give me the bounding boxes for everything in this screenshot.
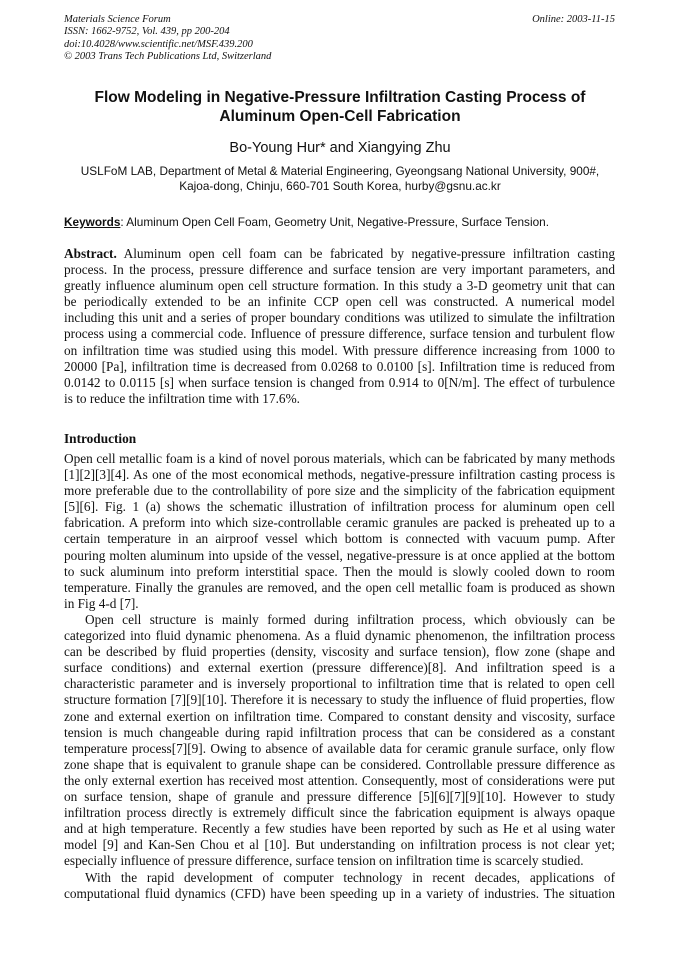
text-span: model [9] and Kan-Sen Chou et al [10]. But understanding on infiltration process is not clear yet; <box>64 837 615 853</box>
text-span: characteristic parameter and is inversely proportional to infiltration time that is related to open cell <box>64 676 615 692</box>
text-line <box>64 515 615 531</box>
text-span: 0.0142 to 0.0115 [s] when surface tension is changed from 0.914 to 0[N/m]. The effect of turbulence <box>64 374 615 390</box>
text-line <box>64 294 615 310</box>
text-line <box>64 310 615 326</box>
text-span: especially influence of pressure difference, surface tension on infiltration time is scarcely studied. <box>64 853 584 869</box>
text-line <box>64 709 615 725</box>
section-heading-introduction: Introduction <box>64 431 137 446</box>
text-line <box>64 676 615 692</box>
introduction-paragraph-3 <box>64 870 615 902</box>
text-line <box>64 262 615 278</box>
text-span: 20000 [Pa], infiltration time is decreased from 0.0268 to 0.0100 [s]. Infiltration time is reduced from <box>64 358 615 374</box>
text-line <box>64 644 615 660</box>
text-line <box>64 853 615 869</box>
text-line <box>64 870 615 886</box>
text-span: in Fig 4-d [7]. <box>64 595 139 611</box>
text-span: be periodically extended to be an infinite CCP open cell was constructed. A numerical model <box>64 294 615 310</box>
text-span: on infiltration time was studied using this model. With pressure difference increasing from 1000 to <box>64 342 615 358</box>
text-line <box>64 246 615 262</box>
text-span: to suck aluminum into preform interstitial space. Then the mould is slowly cooled down to room <box>64 563 615 579</box>
text-line <box>64 359 615 375</box>
text-span: infiltration process directly is extremely difficult since the fabrication equipment is always opaque <box>64 805 615 821</box>
text-span: structure formation [7][9][10]. Therefore it is necessary to study the influence of fluid properties, flow <box>64 692 615 708</box>
text-span: zone shape that is equivalent to granule shape can be considered. Controllable pressure difference as <box>64 756 615 772</box>
title-line: Aluminum Open-Cell Fabrication <box>219 108 461 125</box>
text-line <box>64 725 615 741</box>
text-span: temperature. Finally the granules are removed, and the open cell metallic foam is produced as shown <box>64 579 615 595</box>
text-span: on surface tension, shape of granule and pressure difference [5][6][7][9][10]. However to study <box>64 789 615 805</box>
affiliation-line: USLFoM LAB, Department of Metal & Material Engineering, Gyeongsang National University, 900#, <box>80 164 600 178</box>
text-span: computational fluid dynamics (CFD) have been speeding up in a variety of industries. The situation <box>64 886 615 902</box>
text-span: surface conditions) and external exertion (pressure difference)[8]. And infiltration speed is a <box>64 660 615 676</box>
text-line <box>64 278 615 294</box>
text-span: Aluminum open cell foam can be fabricated by negative-pressure infiltration casting <box>116 246 615 261</box>
text-line <box>64 789 615 805</box>
affiliation <box>40 164 640 194</box>
text-span: including this unit and a series of proper boundary conditions was utilized to simulate the infiltration <box>64 310 615 326</box>
text-span: With the rapid development of computer technology in recent decades, applications of <box>85 870 615 885</box>
text-line <box>64 548 615 564</box>
text-line <box>64 596 615 612</box>
text-line <box>64 467 615 483</box>
text-span: Open cell structure is mainly formed during infiltration process, which obviously can be <box>85 612 615 627</box>
text-span: process using a commercial code. Influence of pressure difference, surface tension and turbulent flow <box>64 326 615 342</box>
text-line <box>64 692 615 708</box>
abstract-label: Abstract. <box>64 246 117 261</box>
text-span: and at high temperature. Recently a few studies have been reported by such as He et al using water <box>64 821 615 837</box>
running-header <box>64 14 615 64</box>
title-line: Flow Modeling in Negative-Pressure Infiltration Casting Process of <box>94 89 586 106</box>
text-span: tension is much changeable during rapid infiltration process that can be considered as a constant <box>64 724 615 740</box>
text-span: pouring molten aluminum into upside of the vessel, negative-pressure is at once applied at the bottom <box>64 547 615 563</box>
text-span: more preferable due to the controllability of pore size and the simplicity of the fabrication equipment <box>64 483 615 499</box>
text-span: [5][6]. Fig. 1 (a) shows the schematic illustration of infiltration process for aluminum open cell <box>64 499 615 515</box>
doi: doi:10.4028/www.scientific.net/MSF.439.200 <box>64 38 253 50</box>
text-span: fabrication. A preform into which size-controllable ceramic granules are packed is preheated up to a <box>64 515 615 531</box>
authors: Bo-Young Hur* and Xiangying Zhu <box>229 140 451 156</box>
introduction-paragraph-2 <box>64 612 615 870</box>
text-span: categorized into fluid dynamic phenomena. As a fluid dynamic phenomenon, the infiltration process <box>64 628 615 644</box>
text-line <box>64 499 615 515</box>
journal-name: Materials Science Forum <box>64 14 171 25</box>
text-line <box>64 483 615 499</box>
introduction-paragraph-1 <box>64 451 615 612</box>
text-line <box>64 741 615 757</box>
affiliation-line: Kajoa-dong, Chinju, 660-701 South Korea, hurby@gsnu.ac.kr <box>179 179 501 193</box>
paper-title <box>40 88 640 126</box>
text-span: zone and external exertion on infiltration time. Compared to constant density and viscosity, surface <box>64 708 615 724</box>
text-line <box>64 821 615 837</box>
text-span: can be described by fluid properties (density, viscosity and surface tension), flow zone (shape and <box>64 644 615 660</box>
text-span: is to reduce the infiltration time with 17.6%. <box>64 390 300 406</box>
text-span: Open cell metallic foam is a kind of novel porous materials, which can be fabricated by many methods <box>64 451 615 466</box>
issn: ISSN: 1662-9752, Vol. 439, pp 200-204 <box>64 26 230 38</box>
copyright: © 2003 Trans Tech Publications Ltd, Switzerland <box>64 51 272 63</box>
text-line <box>64 886 615 902</box>
text-line <box>64 837 615 853</box>
text-line <box>64 343 615 359</box>
text-line <box>64 451 615 467</box>
abstract <box>64 246 615 407</box>
text-line <box>64 580 615 596</box>
text-line <box>64 628 615 644</box>
text-line <box>64 391 615 407</box>
keywords-text: : Aluminum Open Cell Foam, Geometry Unit, Negative-Pressure, Surface Tension. <box>120 215 549 229</box>
text-line <box>64 757 615 773</box>
keywords <box>64 215 624 229</box>
text-line <box>64 660 615 676</box>
text-line <box>64 564 615 580</box>
keywords-label: Keywords <box>64 215 121 229</box>
text-line <box>64 612 615 628</box>
text-span: greatly influence aluminum open cell structure formation. In this study a 3-D geometry unit that can <box>64 278 615 294</box>
text-span: [1][2][3][4]. As one of the most economical methods, negative-pressure infiltration casting process is <box>64 467 615 483</box>
text-span: certain temperature in an airproof vessel which bottom is connected with vacuum pump. After <box>64 531 615 547</box>
text-span: temperature process[7][9]. Owing to absence of available data for ceramic granule surface, only flow <box>64 740 615 756</box>
text-line <box>64 375 615 391</box>
text-line <box>64 773 615 789</box>
online-date: Online: 2003-11-15 <box>532 14 615 25</box>
text-line <box>64 531 615 547</box>
text-line <box>64 805 615 821</box>
text-span: process. In the process, pressure difference and surface tension are very important parameters, and <box>64 262 615 278</box>
text-span: the only external exertion has received most attention. Consequently, most of considerations were put <box>64 772 615 788</box>
text-line <box>64 326 615 342</box>
